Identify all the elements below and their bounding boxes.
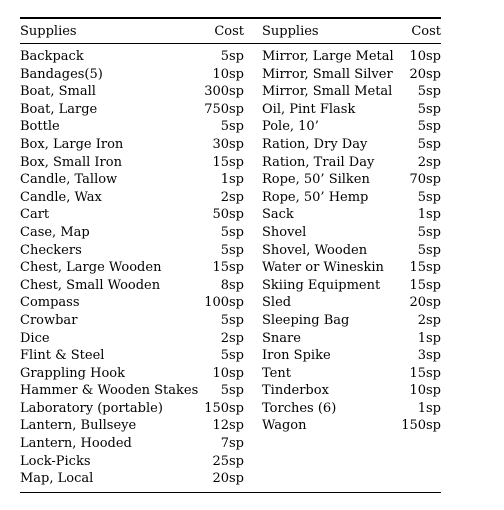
table-row <box>262 83 441 101</box>
item-cost: 1sp <box>417 207 441 223</box>
item-cost: 150sp <box>204 400 244 416</box>
table-row <box>262 48 441 66</box>
table-row <box>262 294 441 312</box>
item-cost: 5sp <box>220 383 244 399</box>
table-row <box>20 347 244 365</box>
item-name: Candle, Wax <box>20 189 102 205</box>
item-cost: 15sp <box>409 277 441 293</box>
item-name: Pole, 10’ <box>262 119 319 135</box>
item-name: Hammer & Wooden Stakes <box>20 383 199 399</box>
item-name: Laboratory (portable) <box>20 400 163 416</box>
item-name: Chest, Large Wooden <box>20 260 162 276</box>
header-left <box>20 24 262 39</box>
item-cost: 10sp <box>212 66 244 82</box>
item-name: Mirror, Small Metal <box>262 84 393 100</box>
item-name: Snare <box>262 330 301 346</box>
item-cost: 150sp <box>401 418 441 434</box>
table-row <box>20 294 244 312</box>
table-row <box>262 365 441 383</box>
item-name: Shovel <box>262 224 307 240</box>
item-cost: 5sp <box>417 242 441 258</box>
table-row <box>262 101 441 119</box>
item-cost: 15sp <box>212 154 244 170</box>
table-row <box>262 277 441 295</box>
item-name: Ration, Trail Day <box>262 154 375 170</box>
item-cost: 30sp <box>212 136 244 152</box>
item-cost: 5sp <box>417 84 441 100</box>
item-name: Backpack <box>20 49 84 64</box>
item-name: Tent <box>262 365 291 381</box>
item-name: Box, Large Iron <box>20 136 124 152</box>
table-row <box>20 66 244 84</box>
item-cost: 750sp <box>204 101 244 117</box>
item-cost: 15sp <box>409 365 441 381</box>
item-name: Rope, 50’ Hemp <box>262 189 369 205</box>
table-row <box>262 189 441 207</box>
item-cost: 5sp <box>417 119 441 135</box>
table-row <box>20 206 244 224</box>
item-name: Chest, Small Wooden <box>20 277 161 293</box>
item-cost: 5sp <box>417 189 441 205</box>
table-row <box>262 171 441 189</box>
item-cost: 2sp <box>417 154 441 170</box>
item-name: Box, Small Iron <box>20 154 122 170</box>
table-row <box>20 382 244 400</box>
header-right <box>262 24 441 39</box>
item-name: Crowbar <box>20 312 78 328</box>
item-name: Map, Local <box>20 471 94 487</box>
table-row <box>20 470 244 488</box>
item-name: Case, Map <box>20 224 90 240</box>
item-cost: 15sp <box>212 260 244 276</box>
item-name: Lock-Picks <box>20 453 91 469</box>
item-cost: 1sp <box>220 172 244 188</box>
table-body <box>20 44 441 492</box>
right-column <box>262 48 441 488</box>
item-cost: 10sp <box>212 365 244 381</box>
item-cost: 5sp <box>220 312 244 328</box>
item-cost: 2sp <box>220 189 244 205</box>
table-row <box>20 259 244 277</box>
item-cost: 1sp <box>417 330 441 346</box>
table-row <box>262 259 441 277</box>
table-row <box>20 171 244 189</box>
item-name: Rope, 50’ Silken <box>262 172 370 188</box>
item-name: Flint & Steel <box>20 348 105 364</box>
item-name: Bandages(5) <box>20 66 103 82</box>
table-row <box>262 66 441 84</box>
item-name: Candle, Tallow <box>20 172 118 188</box>
item-cost: 25sp <box>212 453 244 469</box>
item-cost: 5sp <box>220 348 244 364</box>
table-row <box>262 206 441 224</box>
item-cost: 5sp <box>220 224 244 240</box>
item-name: Boat, Large <box>20 101 98 117</box>
header-supplies-right: Supplies <box>262 23 319 39</box>
header-supplies-left: Supplies <box>20 23 77 39</box>
item-cost: 50sp <box>212 207 244 223</box>
bottom-rule <box>20 492 441 493</box>
table-row <box>262 382 441 400</box>
table-row <box>20 189 244 207</box>
item-cost: 10sp <box>409 49 441 64</box>
item-cost: 5sp <box>417 101 441 117</box>
item-name: Sled <box>262 295 292 311</box>
table-row <box>262 242 441 260</box>
table-row <box>262 417 441 435</box>
item-name: Cart <box>20 207 50 223</box>
item-cost: 5sp <box>220 49 244 64</box>
item-name: Mirror, Small Silver <box>262 66 393 82</box>
item-cost: 1sp <box>417 400 441 416</box>
item-cost: 2sp <box>220 330 244 346</box>
item-name: Boat, Small <box>20 84 96 100</box>
table-row <box>20 365 244 383</box>
item-name: Sleeping Bag <box>262 312 350 328</box>
table-row <box>262 312 441 330</box>
header-row <box>20 19 441 43</box>
table-row <box>262 154 441 172</box>
item-name: Tinderbox <box>262 383 329 399</box>
table-row <box>20 417 244 435</box>
item-cost: 3sp <box>417 348 441 364</box>
item-cost: 20sp <box>409 295 441 311</box>
item-name: Lantern, Bullseye <box>20 418 137 434</box>
item-cost: 5sp <box>220 242 244 258</box>
item-name: Oil, Pint Flask <box>262 101 356 117</box>
item-cost: 20sp <box>212 471 244 487</box>
table-row <box>20 435 244 453</box>
item-cost: 300sp <box>204 84 244 100</box>
table-row <box>20 154 244 172</box>
table-row <box>20 330 244 348</box>
item-name: Lantern, Hooded <box>20 436 132 452</box>
item-name: Grappling Hook <box>20 365 126 381</box>
item-cost: 7sp <box>220 436 244 452</box>
item-cost: 5sp <box>417 136 441 152</box>
table-row <box>20 400 244 418</box>
table-row <box>20 277 244 295</box>
table-row <box>262 118 441 136</box>
left-column <box>20 48 262 488</box>
item-cost: 5sp <box>417 224 441 240</box>
item-name: Bottle <box>20 119 60 135</box>
table-row <box>262 224 441 242</box>
item-name: Wagon <box>262 418 307 434</box>
item-name: Ration, Dry Day <box>262 136 368 152</box>
item-name: Compass <box>20 295 80 311</box>
item-name: Shovel, Wooden <box>262 242 368 258</box>
table-row <box>20 453 244 471</box>
supplies-table <box>20 17 441 493</box>
item-name: Torches (6) <box>262 400 337 416</box>
header-cost-right: Cost <box>411 23 441 39</box>
table-row <box>20 101 244 119</box>
item-cost: 70sp <box>409 172 441 188</box>
table-row <box>20 312 244 330</box>
item-cost: 2sp <box>417 312 441 328</box>
table-row <box>262 400 441 418</box>
item-cost: 15sp <box>409 260 441 276</box>
table-row <box>20 136 244 154</box>
table-row <box>20 83 244 101</box>
header-cost-left: Cost <box>214 23 244 39</box>
item-name: Checkers <box>20 242 82 258</box>
table-row <box>20 224 244 242</box>
table-row <box>20 118 244 136</box>
table-row <box>20 48 244 66</box>
item-name: Mirror, Large Metal <box>262 49 394 64</box>
table-row <box>20 242 244 260</box>
item-cost: 20sp <box>409 66 441 82</box>
item-cost: 12sp <box>212 418 244 434</box>
item-name: Water or Wineskin <box>262 260 384 276</box>
table-row <box>262 347 441 365</box>
item-cost: 100sp <box>204 295 244 311</box>
item-name: Iron Spike <box>262 348 331 364</box>
item-cost: 10sp <box>409 383 441 399</box>
table-row <box>262 136 441 154</box>
item-name: Dice <box>20 330 50 346</box>
item-cost: 8sp <box>220 277 244 293</box>
item-name: Sack <box>262 207 294 223</box>
item-cost: 5sp <box>220 119 244 135</box>
table-row <box>262 330 441 348</box>
item-name: Skiing Equipment <box>262 277 381 293</box>
